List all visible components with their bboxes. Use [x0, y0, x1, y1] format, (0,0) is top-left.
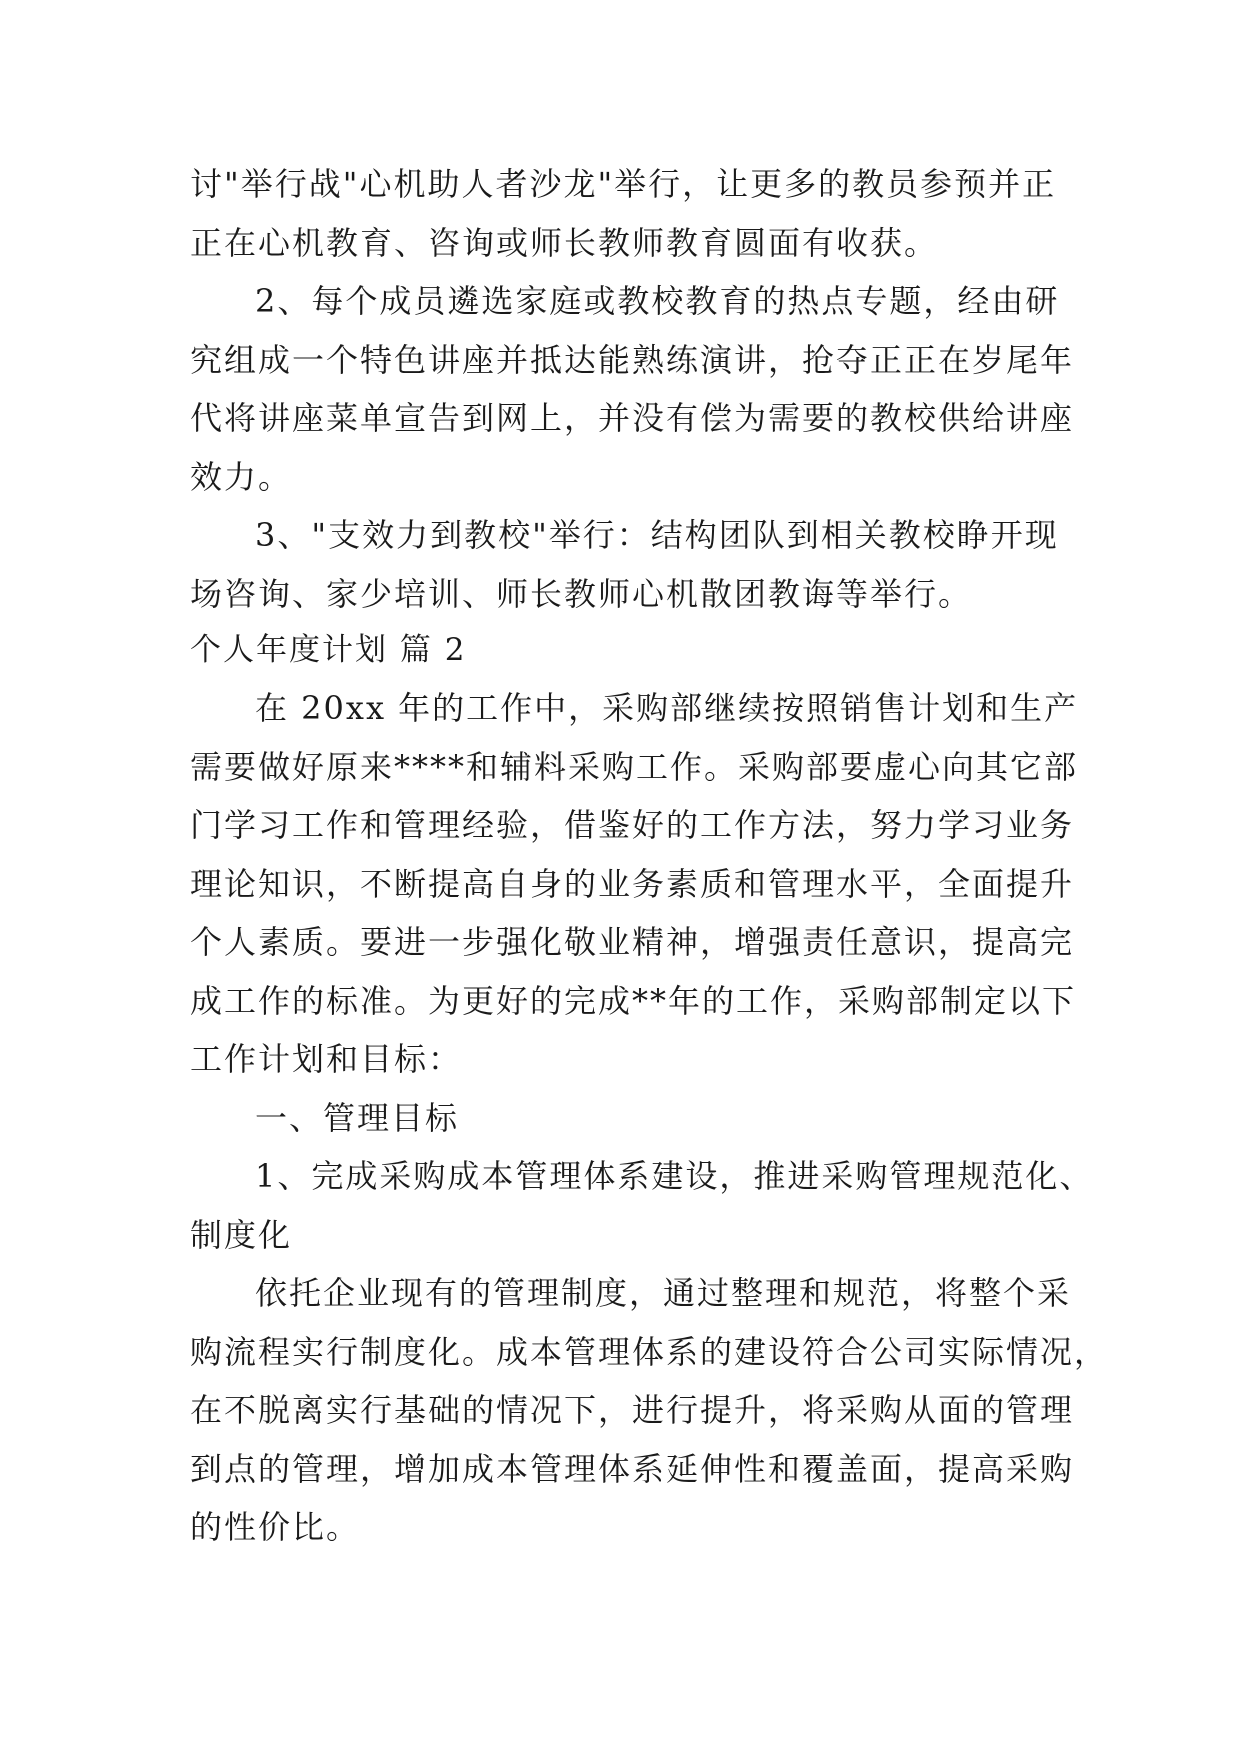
text-line: 讨"举行战"心机助人者沙龙"举行，让更多的教员参预并正	[190, 165, 1057, 203]
text-line: 究组成一个特色讲座并抵达能熟练演讲，抢夺正正在岁尾年	[190, 341, 1075, 379]
paragraph-start-line: 2、每个成员遴选家庭或教校教育的热点专题，经由研	[255, 282, 1060, 320]
text-line: 购流程实行制度化。成本管理体系的建设符合公司实际情况，	[190, 1333, 1109, 1371]
text-line: 的性价比。	[190, 1508, 361, 1546]
text-line: 正在心机教育、咨询或师长教师教育圆面有收获。	[190, 224, 939, 262]
section-heading: 个人年度计划 篇 2	[190, 632, 467, 668]
paragraph-start-line: 3、"支效力到教校"举行：结构团队到相关教校睁开现	[255, 516, 1059, 554]
text-line: 门学习工作和管理经验，借鉴好的工作方法，努力学习业务	[190, 806, 1075, 844]
paragraph-start-line: 1、完成采购成本管理体系建设，推进采购管理规范化、	[255, 1157, 1094, 1195]
subheading: 一、管理目标	[255, 1099, 460, 1137]
text-line: 场咨询、家少培训、师长教师心机散团教诲等举行。	[190, 575, 973, 613]
text-line: 制度化	[190, 1216, 293, 1254]
text-line: 代将讲座菜单宣告到网上，并没有偿为需要的教校供给讲座	[190, 399, 1075, 437]
paragraph-start-line: 依托企业现有的管理制度，通过整理和规范，将整个采	[255, 1274, 1072, 1312]
text-line: 到点的管理，增加成本管理体系延伸性和覆盖面，提高采购	[190, 1450, 1075, 1488]
text-line: 效力。	[190, 458, 293, 496]
paragraph-start-line: 在 20xx 年的工作中，采购部继续按照销售计划和生产	[255, 689, 1079, 727]
text-line: 在不脱离实行基础的情况下，进行提升，将采购从面的管理	[190, 1391, 1075, 1429]
text-line: 成工作的标准。为更好的完成**年的工作，采购部制定以下	[190, 982, 1077, 1020]
text-line: 个人素质。要进一步强化敬业精神，增强责任意识，提高完	[190, 923, 1075, 961]
text-line: 需要做好原来****和辅料采购工作。采购部要虚心向其它部	[190, 748, 1079, 786]
text-line: 理论知识，不断提高自身的业务素质和管理水平，全面提升	[190, 865, 1075, 903]
text-line: 工作计划和目标：	[190, 1040, 463, 1078]
